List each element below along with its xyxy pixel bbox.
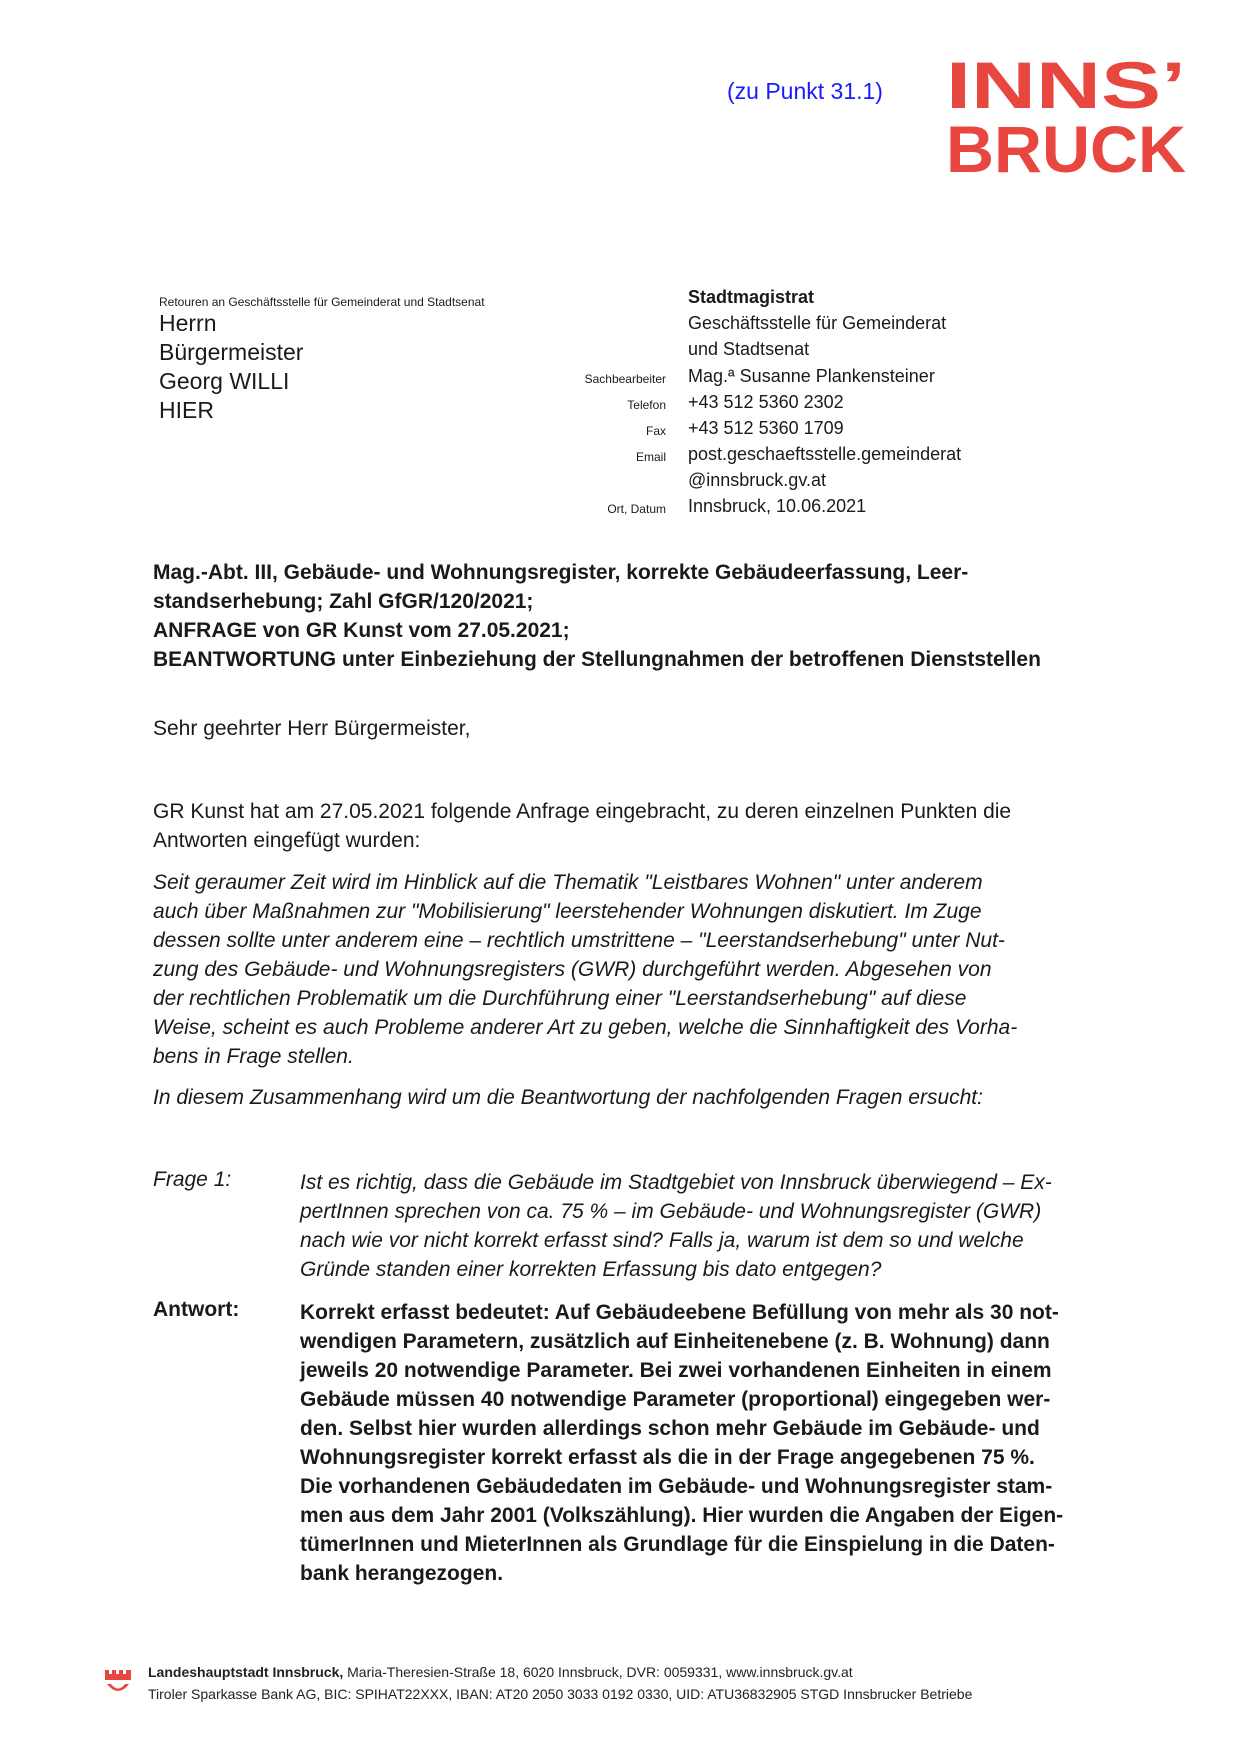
- answer-line: jeweils 20 notwendige Parameter. Bei zwei vorhandenen Einheiten in einem: [300, 1359, 1052, 1382]
- quote-line: zung des Gebäude- und Wohnungsregisters (GWR) durchgeführt werden. Abgesehen von: [153, 958, 992, 981]
- field-label: Email: [635, 450, 666, 464]
- footer-org: Landeshauptstadt Innsbruck,: [148, 1664, 344, 1680]
- field-label: Sachbearbeiter: [584, 372, 666, 386]
- answer-text: [300, 1298, 1140, 1588]
- recipient-line: HIER: [159, 397, 214, 423]
- question-line: Gründe standen einer korrekten Erfassung bis dato entgegen?: [300, 1258, 882, 1281]
- answer-line: bank herangezogen.: [300, 1562, 504, 1585]
- innsbruck-logo: [946, 50, 1194, 180]
- sender-department: und Stadtsenat: [688, 339, 810, 359]
- answer-line: Die vorhandenen Gebäudedaten im Gebäude- und Wohnungsregister stam-: [300, 1475, 1053, 1498]
- answer-label: Antwort:: [153, 1298, 240, 1321]
- subject-line: standserhebung; Zahl GfGR/120/2021;: [153, 590, 534, 613]
- recipient-line: Georg WILLI: [159, 368, 290, 394]
- intro-paragraph: [153, 797, 1143, 855]
- subject-line: ANFRAGE von GR Kunst vom 27.05.2021;: [153, 619, 570, 642]
- quote-line: Seit geraumer Zeit wird im Hinblick auf die Thematik "Leistbares Wohnen" unter anderem: [153, 871, 983, 894]
- question-label: Frage 1:: [153, 1168, 232, 1191]
- field-label: Ort, Datum: [607, 502, 666, 516]
- question-line: Ist es richtig, dass die Gebäude im Stadtgebiet von Innsbruck überwiegend – Ex-: [300, 1171, 1052, 1194]
- quote-line: Weise, scheint es auch Probleme anderer Art zu geben, welche die Sinnhaftigkeit des Vorha-: [153, 1016, 1018, 1039]
- subject-line: Mag.-Abt. III, Gebäude- und Wohnungsregister, korrekte Gebäudeerfassung, Leer-: [153, 561, 969, 584]
- logo-line-1: INNS’: [946, 50, 1186, 122]
- answer-line: wendigen Parametern, zusätzlich auf Einheitenebene (z. B. Wohnung) dann: [300, 1330, 1050, 1353]
- question-text: [300, 1168, 1140, 1284]
- footer-address: Maria-Theresien-Straße 18, 6020 Innsbruck, DVR: 0059331, www.innsbruck.gv.at: [343, 1664, 853, 1680]
- sender-department: Geschäftsstelle für Gemeinderat: [688, 313, 947, 333]
- subject-block: [153, 558, 1113, 674]
- field-value-clerk: Mag.ª Susanne Plankensteiner: [688, 366, 935, 386]
- answer-line: men aus dem Jahr 2001 (Volkszählung). Hier wurden die Angaben der Eigen-: [300, 1504, 1064, 1527]
- answer-line: Korrekt erfasst bedeutet: Auf Gebäudeebene Befüllung von mehr als 30 not-: [300, 1301, 1059, 1324]
- question-line: pertInnen sprechen von ca. 75 % – im Gebäude- und Wohnungsregister (GWR): [300, 1200, 1042, 1223]
- quote-line: bens in Frage stellen.: [153, 1045, 354, 1068]
- answer-line: den. Selbst hier wurden allerdings schon mehr Gebäude im Gebäude- und: [300, 1417, 1040, 1440]
- question-line: nach wie vor nicht korrekt erfasst sind? Falls ja, warum ist dem so und welche: [300, 1229, 1024, 1252]
- greeting: Sehr geehrter Herr Bürgermeister,: [153, 717, 471, 740]
- field-value-fax: +43 512 5360 1709: [688, 418, 844, 438]
- intro-line: Antworten eingefügt wurden:: [153, 829, 421, 852]
- subject-line: BEANTWORTUNG unter Einbeziehung der Stellungnahmen der betroffenen Dienststellen: [153, 648, 1041, 671]
- answer-line: Gebäude müssen 40 notwendige Parameter (proportional) eingegeben wer-: [300, 1388, 1051, 1411]
- intro-line: GR Kunst hat am 27.05.2021 folgende Anfrage eingebracht, zu deren einzelnen Punkten die: [153, 800, 1012, 823]
- quote-request: In diesem Zusammenhang wird um die Beantwortung der nachfolgenden Fragen ersucht:: [153, 1086, 983, 1109]
- quote-line: der rechtlichen Problematik um die Durchführung einer "Leerstandserhebung" auf diese: [153, 987, 967, 1010]
- logo-line-2: BRUCK: [946, 112, 1187, 180]
- city-coat-of-arms-icon: [103, 1668, 133, 1698]
- footer-line-2: Tiroler Sparkasse Bank AG, BIC: SPIHAT22XXX, IBAN: AT20 2050 3033 0192 0330, UID: ATU36832905 STGD Innsbrucker Betriebe: [148, 1686, 973, 1702]
- field-value-email-domain: @innsbruck.gv.at: [688, 470, 826, 490]
- quote-line: dessen sollte unter anderem eine – rechtlich umstrittene – "Leerstandserhebung" unter Nut-: [153, 929, 1005, 952]
- answer-line: Wohnungsregister korrekt erfasst als die in der Frage angegebenen 75 %.: [300, 1446, 1035, 1469]
- answer-line: tümerInnen und MieterInnen als Grundlage für die Einspielung in die Daten-: [300, 1533, 1055, 1556]
- recipient-line: Bürgermeister: [159, 339, 304, 365]
- field-value-email: post.geschaeftsstelle.gemeinderat: [688, 444, 962, 464]
- field-value-phone: +43 512 5360 2302: [688, 392, 844, 412]
- quote-line: auch über Maßnahmen zur "Mobilisierung" leerstehender Wohnungen diskutiert. Im Zuge: [153, 900, 982, 923]
- footer-line-1: [148, 1662, 853, 1683]
- field-label: Fax: [645, 424, 666, 438]
- field-label: Telefon: [627, 398, 666, 412]
- sender-org: Stadtmagistrat: [688, 287, 815, 307]
- agenda-item-note: (zu Punkt 31.1): [727, 78, 883, 104]
- recipient-line: Herrn: [159, 310, 217, 336]
- field-value-date: Innsbruck, 10.06.2021: [688, 496, 867, 516]
- return-address-line: Retouren an Geschäftsstelle für Gemeinderat und Stadtsenat: [159, 295, 485, 309]
- quoted-inquiry: [153, 868, 1143, 1124]
